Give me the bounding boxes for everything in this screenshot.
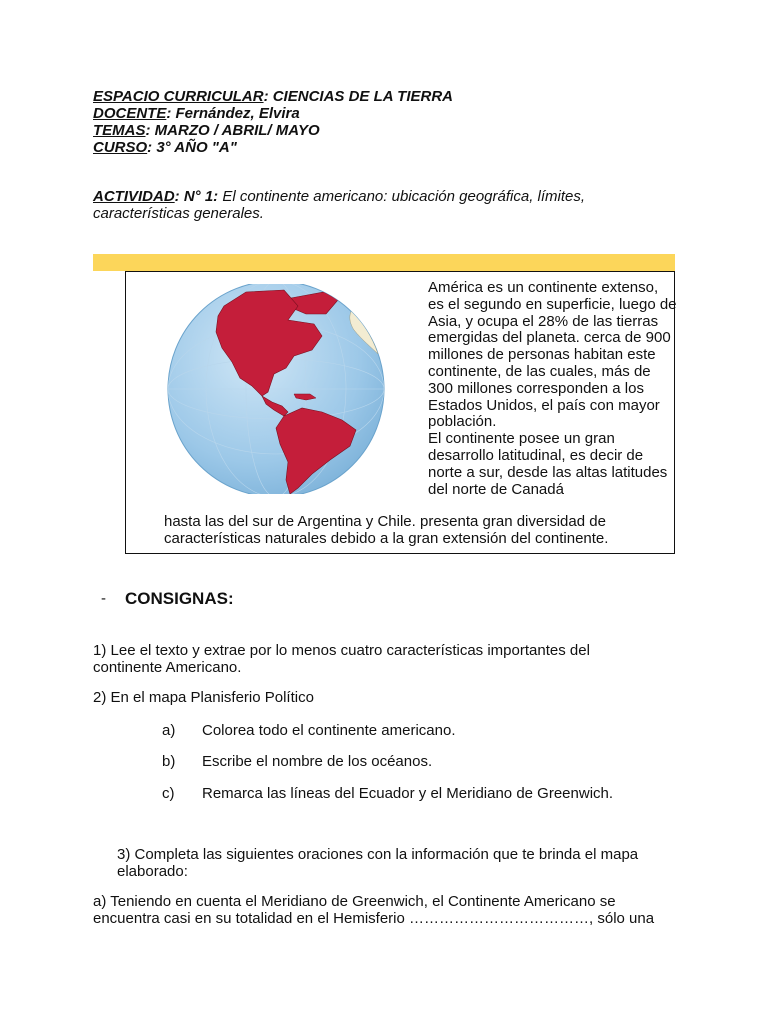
sub-item-c-text: Remarca las líneas del Ecuador y el Meridiano de Greenwich. bbox=[202, 785, 614, 802]
globe-americas-icon bbox=[166, 284, 386, 494]
info-paragraph-1: América es un continente extenso, es el segundo en superficie, luego de Asia, y ocupa el 28% de las tierras emergidas del planeta. cerca de 900 millones de personas habitan este continente, de las cuales, más de 300 millones corresponden a los Estados Unidos, el país con mayor población. bbox=[428, 279, 677, 431]
consigna-item-3: 3) Completa las siguientes oraciones con la información que te brinda el mapa elaborado: bbox=[117, 846, 639, 880]
sub-item-a-letter: a) bbox=[162, 722, 176, 739]
temas-value: : MARZO / ABRIL/ MAYO bbox=[145, 122, 320, 139]
sub-item-b-letter: b) bbox=[162, 753, 176, 770]
temas-label: TEMAS bbox=[93, 122, 146, 139]
activity-text: El continente americano: ubicación geográfica, límites, características generales. bbox=[93, 188, 586, 222]
info-paragraph-2-cont: hasta las del sur de Argentina y Chile. presenta gran diversidad de características naturales debido a la gran extensión del continente. bbox=[164, 513, 609, 547]
info-text-block bbox=[428, 280, 678, 498]
docente-value: : Fernández, Elvira bbox=[166, 105, 300, 122]
espacio-value: : CIENCIAS DE LA TIERRA bbox=[263, 88, 454, 105]
header-temas bbox=[93, 122, 320, 139]
consigna-item-2: 2) En el mapa Planisferio Político bbox=[93, 689, 314, 706]
consigna-item-1: 1) Lee el texto y extrae por lo menos cuatro características importantes del continente Americano. bbox=[93, 642, 590, 676]
info-paragraph-2: El continente posee un gran desarrollo latitudinal, es decir de norte a sur, desde las altas latitudes del norte de Canadá bbox=[428, 430, 668, 498]
consignas-bullet: - bbox=[101, 590, 106, 607]
consigna-item-3a: a) Teniendo en cuenta el Meridiano de Greenwich, el Continente Americano se encuentra casi en su totalidad en el Hemisferio ………………………………, sólo una bbox=[93, 893, 655, 927]
sub-item-c-letter: c) bbox=[162, 785, 175, 802]
consignas-title: CONSIGNAS: bbox=[125, 589, 234, 608]
docente-label: DOCENTE bbox=[93, 105, 167, 122]
header-docente bbox=[93, 105, 300, 122]
curso-label: CURSO bbox=[93, 139, 148, 156]
header-espacio bbox=[93, 88, 453, 105]
sub-item-b-text: Escribe el nombre de los océanos. bbox=[202, 753, 433, 770]
sub-item-a-text: Colorea todo el continente americano. bbox=[202, 722, 456, 739]
info-box bbox=[125, 271, 675, 554]
highlight-bar bbox=[93, 254, 675, 271]
curso-value: : 3° AÑO "A" bbox=[147, 139, 237, 156]
espacio-label: ESPACIO CURRICULAR bbox=[93, 88, 264, 105]
activity-heading bbox=[93, 188, 653, 222]
header-curso bbox=[93, 139, 237, 156]
activity-label: ACTIVIDAD bbox=[93, 188, 175, 205]
activity-number: : N° 1: bbox=[174, 188, 219, 205]
